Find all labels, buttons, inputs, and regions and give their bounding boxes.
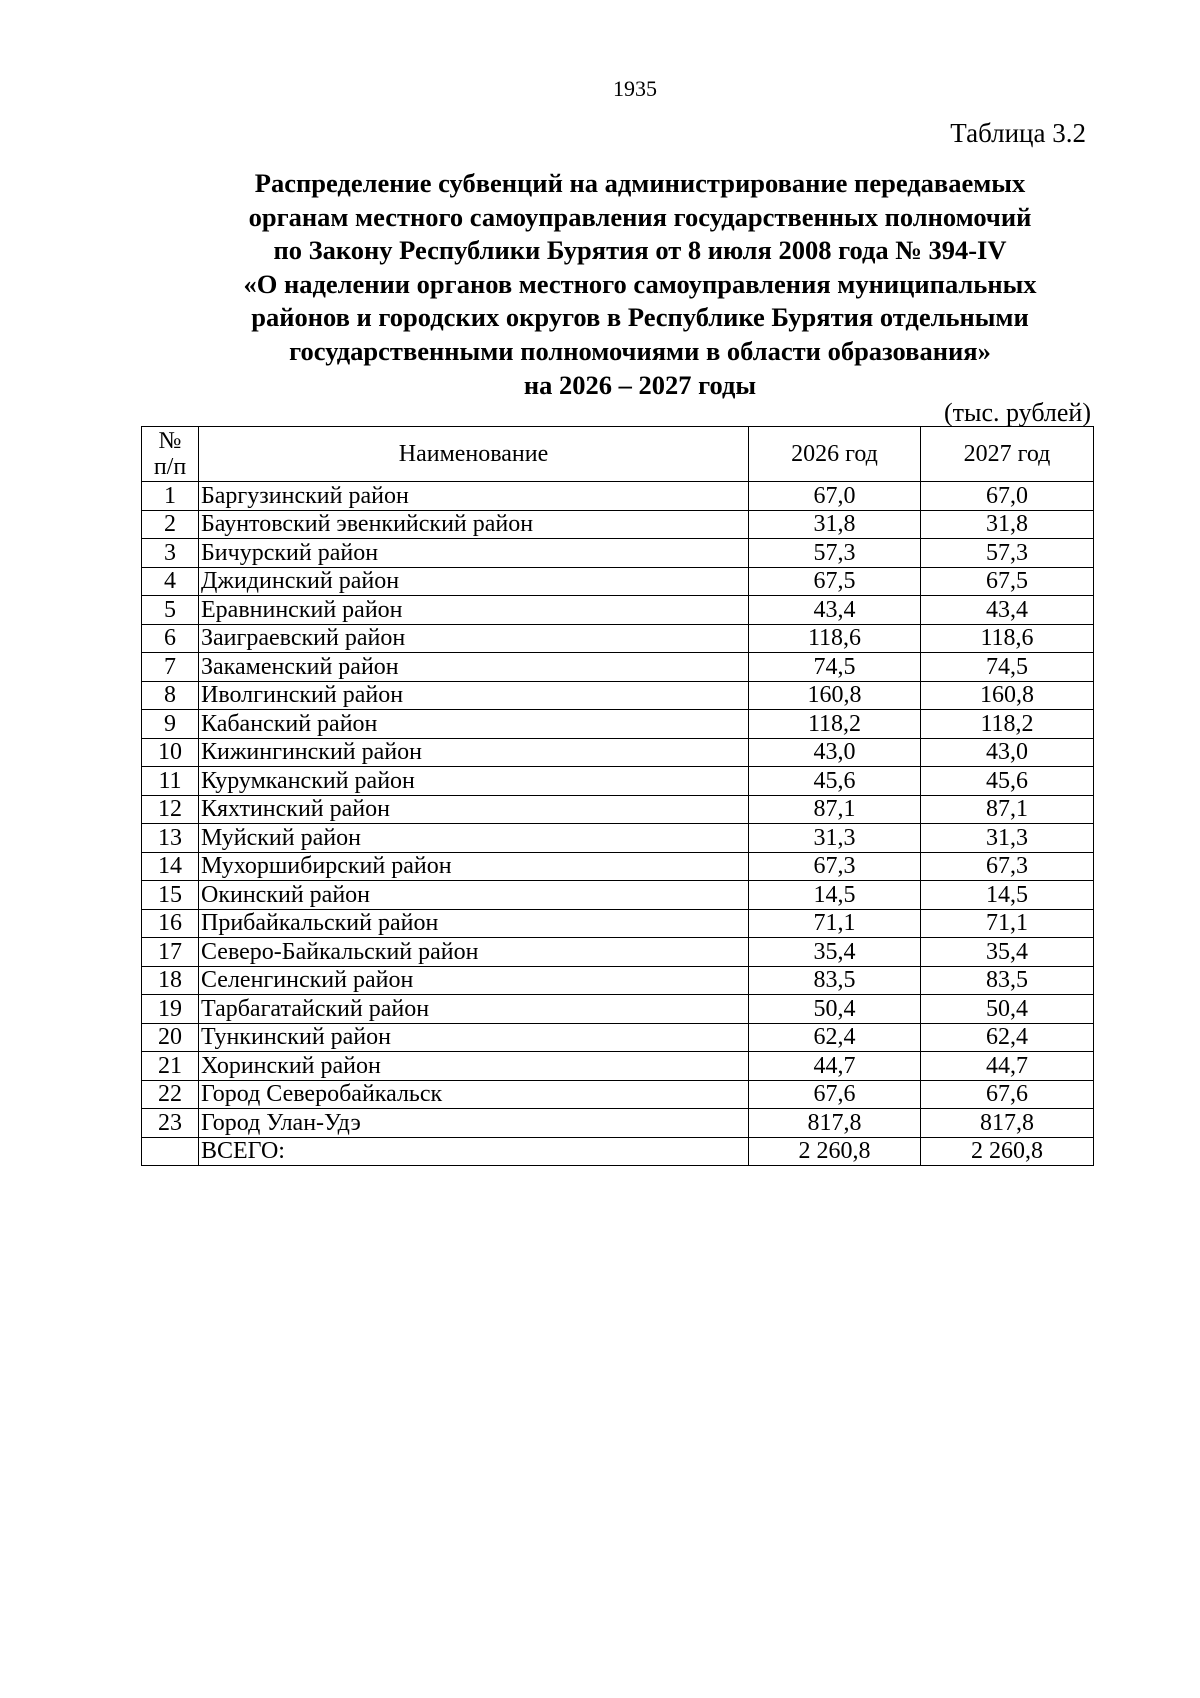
- row-value-2026: 44,7: [749, 1052, 921, 1081]
- row-name: Баунтовский эвенкийский район: [199, 510, 749, 539]
- row-number: 4: [142, 567, 199, 596]
- title-line: «О наделении органов местного самоуправления муниципальных: [243, 268, 1037, 299]
- table-row: [142, 596, 1094, 625]
- table-row: [142, 1109, 1094, 1138]
- row-name: Кабанский район: [199, 710, 749, 739]
- row-name: Кяхтинский район: [199, 795, 749, 824]
- row-name: Еравнинский район: [199, 596, 749, 625]
- row-number: 11: [142, 767, 199, 796]
- row-number: 9: [142, 710, 199, 739]
- row-name: Заиграевский район: [199, 624, 749, 653]
- row-number: 3: [142, 539, 199, 568]
- row-value-2027: 71,1: [921, 909, 1094, 938]
- document-title: [190, 167, 1090, 402]
- table-label: Таблица 3.2: [950, 118, 1086, 148]
- row-number: 10: [142, 738, 199, 767]
- title-line: по Закону Республики Бурятия от 8 июля 2008 года № 394-IV: [273, 235, 1007, 266]
- row-name: Тункинский район: [199, 1023, 749, 1052]
- row-name: Селенгинский район: [199, 966, 749, 995]
- row-value-2026: 14,5: [749, 881, 921, 910]
- title-line: органам местного самоуправления государственных полномочий: [248, 201, 1032, 232]
- total-row: [142, 1137, 1094, 1166]
- row-value-2026: 67,6: [749, 1080, 921, 1109]
- table-row: [142, 881, 1094, 910]
- row-number: 17: [142, 938, 199, 967]
- row-number: 13: [142, 824, 199, 853]
- row-name: Северо-Байкальский район: [199, 938, 749, 967]
- table-row: [142, 681, 1094, 710]
- units-label: (тыс. рублей): [943, 398, 1091, 427]
- table-row: [142, 567, 1094, 596]
- row-name: Окинский район: [199, 881, 749, 910]
- header-name: Наименование: [199, 427, 749, 482]
- table-row: [142, 1023, 1094, 1052]
- row-value-2026: 71,1: [749, 909, 921, 938]
- row-value-2026: 817,8: [749, 1109, 921, 1138]
- table-row: [142, 482, 1094, 511]
- row-value-2027: 118,6: [921, 624, 1094, 653]
- row-value-2027: 67,0: [921, 482, 1094, 511]
- row-value-2027: 45,6: [921, 767, 1094, 796]
- row-number: 7: [142, 653, 199, 682]
- table-row: [142, 710, 1094, 739]
- row-value-2027: 31,3: [921, 824, 1094, 853]
- row-value-2026: 62,4: [749, 1023, 921, 1052]
- row-value-2027: 44,7: [921, 1052, 1094, 1081]
- table-row: [142, 966, 1094, 995]
- row-value-2026: 74,5: [749, 653, 921, 682]
- row-value-2026: 35,4: [749, 938, 921, 967]
- table-row: [142, 510, 1094, 539]
- table-row: [142, 653, 1094, 682]
- row-name: Кижингинский район: [199, 738, 749, 767]
- table-row: [142, 795, 1094, 824]
- row-value-2027: 87,1: [921, 795, 1094, 824]
- row-name: Закаменский район: [199, 653, 749, 682]
- row-number: 15: [142, 881, 199, 910]
- row-value-2026: 67,3: [749, 852, 921, 881]
- row-value-2027: 160,8: [921, 681, 1094, 710]
- header-year-2026: 2026 год: [749, 427, 921, 482]
- row-name: Иволгинский район: [199, 681, 749, 710]
- row-value-2027: 14,5: [921, 881, 1094, 910]
- row-value-2027: 57,3: [921, 539, 1094, 568]
- row-value-2027: 83,5: [921, 966, 1094, 995]
- row-value-2027: 67,6: [921, 1080, 1094, 1109]
- row-value-2027: 118,2: [921, 710, 1094, 739]
- row-number: 2: [142, 510, 199, 539]
- row-value-2026: 67,0: [749, 482, 921, 511]
- row-number: 1: [142, 482, 199, 511]
- row-value-2026: 83,5: [749, 966, 921, 995]
- header-number-sign: №: [158, 428, 182, 454]
- table-row: [142, 738, 1094, 767]
- table-row: [142, 1080, 1094, 1109]
- row-name: Курумканский район: [199, 767, 749, 796]
- table-row: [142, 767, 1094, 796]
- title-line: государственными полномочиями в области образования»: [289, 335, 991, 366]
- row-value-2027: 67,3: [921, 852, 1094, 881]
- row-name: Город Улан-Удэ: [199, 1109, 749, 1138]
- row-value-2026: 160,8: [749, 681, 921, 710]
- title-line: районов и городских округов в Республике Бурятия отдельными: [251, 302, 1029, 333]
- row-value-2027: 817,8: [921, 1109, 1094, 1138]
- row-name: Мухоршибирский район: [199, 852, 749, 881]
- table-row: [142, 824, 1094, 853]
- header-number-pp: п/п: [153, 454, 187, 480]
- row-number: 20: [142, 1023, 199, 1052]
- table-row: [142, 938, 1094, 967]
- row-name: Бичурский район: [199, 539, 749, 568]
- title-line: Распределение субвенций на администрирование передаваемых: [254, 168, 1026, 198]
- row-value-2026: 87,1: [749, 795, 921, 824]
- row-value-2027: 31,8: [921, 510, 1094, 539]
- row-value-2027: 43,4: [921, 596, 1094, 625]
- page-number: 1935: [613, 76, 657, 101]
- row-name: Город Северобайкальск: [199, 1080, 749, 1109]
- table-row: [142, 909, 1094, 938]
- table-row: [142, 852, 1094, 881]
- row-name: Прибайкальский район: [199, 909, 749, 938]
- row-value-2026: 43,0: [749, 738, 921, 767]
- row-value-2026: 57,3: [749, 539, 921, 568]
- row-value-2026: 118,6: [749, 624, 921, 653]
- row-name: Тарбагатайский район: [199, 995, 749, 1024]
- row-value-2026: 45,6: [749, 767, 921, 796]
- row-number: 22: [142, 1080, 199, 1109]
- row-value-2026: 118,2: [749, 710, 921, 739]
- row-value-2026: 50,4: [749, 995, 921, 1024]
- row-value-2026: 67,5: [749, 567, 921, 596]
- row-value-2026: 31,3: [749, 824, 921, 853]
- row-value-2027: 67,5: [921, 567, 1094, 596]
- table-row: [142, 1052, 1094, 1081]
- row-value-2027: 74,5: [921, 653, 1094, 682]
- table-row: [142, 539, 1094, 568]
- row-value-2026: 43,4: [749, 596, 921, 625]
- row-number: 5: [142, 596, 199, 625]
- title-line: на 2026 – 2027 годы: [523, 369, 757, 400]
- row-value-2026: 2 260,8: [749, 1137, 921, 1166]
- header-number: [142, 427, 199, 482]
- row-value-2027: 62,4: [921, 1023, 1094, 1052]
- row-number: 12: [142, 795, 199, 824]
- row-number: 16: [142, 909, 199, 938]
- row-number: 19: [142, 995, 199, 1024]
- row-number: [142, 1137, 199, 1166]
- table-header-row: [142, 427, 1094, 482]
- row-name: Баргузинский район: [199, 482, 749, 511]
- row-name: ВСЕГО:: [199, 1137, 749, 1166]
- row-number: 18: [142, 966, 199, 995]
- row-name: Джидинский район: [199, 567, 749, 596]
- row-value-2027: 35,4: [921, 938, 1094, 967]
- row-value-2027: 50,4: [921, 995, 1094, 1024]
- row-number: 21: [142, 1052, 199, 1081]
- table-row: [142, 995, 1094, 1024]
- header-year-2027: 2027 год: [921, 427, 1094, 482]
- row-number: 23: [142, 1109, 199, 1138]
- row-number: 8: [142, 681, 199, 710]
- row-name: Муйский район: [199, 824, 749, 853]
- row-number: 14: [142, 852, 199, 881]
- table-body: [142, 482, 1094, 1166]
- row-number: 6: [142, 624, 199, 653]
- row-value-2027: 43,0: [921, 738, 1094, 767]
- row-value-2026: 31,8: [749, 510, 921, 539]
- table-row: [142, 624, 1094, 653]
- subvention-table: [141, 426, 1094, 1166]
- row-value-2027: 2 260,8: [921, 1137, 1094, 1166]
- row-name: Хоринский район: [199, 1052, 749, 1081]
